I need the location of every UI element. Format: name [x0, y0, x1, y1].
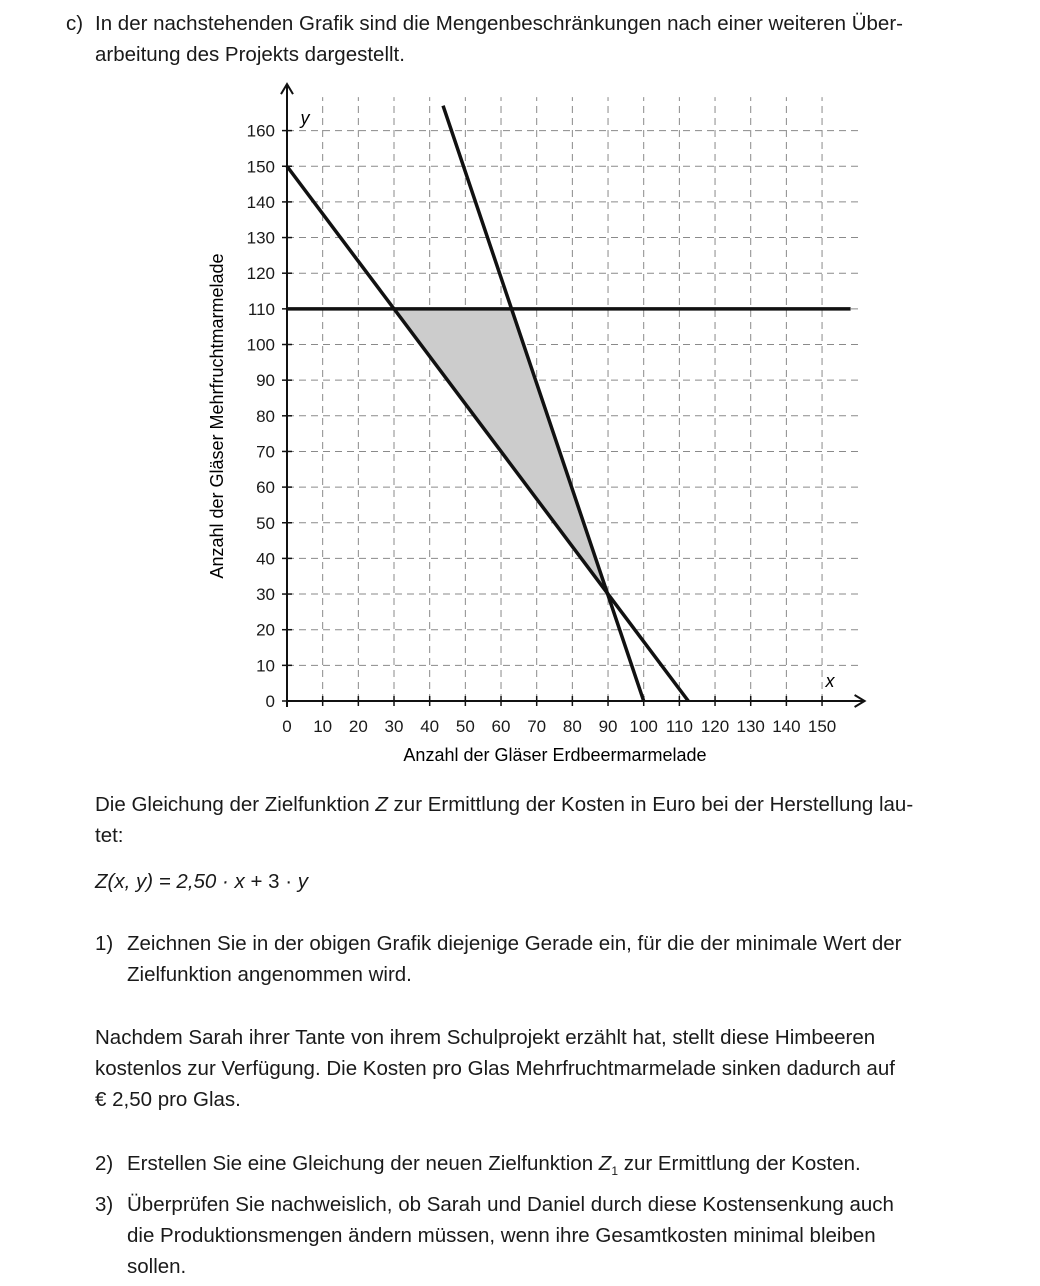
item-3-line-1: Überprüfen Sie nachweislich, ob Sarah und Daniel durch diese Kostensenkung auch: [127, 1193, 894, 1216]
y-tick-label-100: 100: [246, 335, 275, 355]
zielfunktion-line-1b: zur Ermittlung der Kosten in Euro bei der Herstellung lau-: [387, 793, 914, 816]
item-2-subscript: 1: [611, 1164, 619, 1179]
y-tick-label-10: 10: [256, 656, 275, 676]
x-tick-label-80: 80: [562, 717, 582, 736]
zielfunktion-text: [95, 789, 995, 851]
x-axis-symbol: x: [825, 671, 835, 691]
formula-lhs: Z(x, y) = 2,50 ·: [95, 870, 235, 893]
y-tick-label-0: 0: [265, 692, 275, 711]
item-1-text: [127, 928, 997, 990]
formula-mid: + 3 ·: [244, 870, 298, 893]
x-tick-label-90: 90: [598, 717, 618, 736]
x-tick-label-20: 20: [348, 717, 368, 736]
y-tick-label-80: 80: [256, 406, 275, 426]
x-axis-label: Anzahl der Gläser Erdbeermarmelade: [403, 745, 707, 765]
x-tick-label-30: 30: [384, 717, 404, 736]
y-tick-label-150: 150: [246, 157, 275, 177]
tante-line-3: € 2,50 pro Glas.: [95, 1088, 241, 1111]
y-tick-label-40: 40: [256, 549, 275, 569]
item-3-line-3: sollen.: [127, 1255, 187, 1278]
x-tick-label-40: 40: [420, 717, 440, 736]
intro-line-2: arbeitung des Projekts dargestellt.: [95, 43, 405, 66]
item-2-line-1b: zur Ermittlung der Kosten.: [618, 1152, 861, 1175]
item-1-line-2: Zielfunktion angenommen wird.: [127, 963, 412, 986]
x-tick-label-10: 10: [313, 717, 333, 736]
y-tick-label-130: 130: [246, 228, 275, 248]
y-axis-label: Anzahl der Gläser Mehrfruchtmarmelade: [207, 253, 227, 579]
zielfunktion-formula: [95, 866, 308, 897]
intro-line-1: In der nachstehenden Grafik sind die Mengenbeschränkungen nach einer weiteren Über-: [95, 12, 903, 35]
x-tick-label-130: 130: [736, 717, 765, 736]
y-tick-label-140: 140: [246, 192, 275, 212]
x-tick-label-70: 70: [527, 717, 547, 736]
x-tick-label-150: 150: [807, 717, 837, 736]
y-tick-label-60: 60: [256, 478, 275, 498]
item-2-text: [127, 1148, 997, 1187]
tante-text: [95, 1022, 995, 1115]
tante-line-2: kostenlos zur Verfügung. Die Kosten pro Glas Mehrfruchtmarmelade sinken dadurch auf: [95, 1057, 895, 1080]
item-2-number: 2): [95, 1152, 114, 1175]
y-tick-label-160: 160: [246, 121, 275, 141]
task-label: c): [66, 12, 84, 35]
y-tick-label-120: 120: [246, 264, 275, 284]
item-2-symbol: Z: [598, 1152, 612, 1175]
x-tick-label-100: 100: [629, 717, 658, 736]
zielfunktion-symbol: Z: [375, 793, 388, 816]
zielfunktion-line-1: [95, 789, 995, 820]
x-tick-label-120: 120: [700, 717, 730, 736]
tante-line-1: Nachdem Sarah ihrer Tante von ihrem Schulprojekt erzählt hat, stellt diese Himbeeren: [95, 1026, 876, 1049]
item-2-line-1a: Erstellen Sie eine Gleichung der neuen Zielfunktion: [127, 1152, 599, 1175]
y-tick-label-70: 70: [256, 442, 275, 462]
chart-grid: [287, 97, 861, 701]
zielfunktion-line-2: tet:: [95, 824, 124, 847]
y-tick-label-50: 50: [256, 513, 275, 533]
y-tick-label-90: 90: [256, 371, 275, 391]
x-tick-label-0: 0: [282, 717, 292, 736]
formula-x: x: [234, 870, 245, 893]
y-tick-label-30: 30: [256, 585, 275, 605]
x-tick-label-140: 140: [772, 717, 801, 736]
x-tick-label-60: 60: [491, 717, 511, 736]
item-3-line-2: die Produktionsmengen ändern müssen, wenn ihre Gesamtkosten minimal bleiben: [127, 1224, 876, 1247]
item-3-text: [127, 1189, 997, 1282]
y-tick-label-20: 20: [256, 620, 275, 640]
x-tick-label-110: 110: [665, 717, 693, 736]
item-1-line-1: Zeichnen Sie in der obigen Grafik diejenige Gerade ein, für die der minimale Wert der: [127, 932, 902, 955]
zielfunktion-line-1a: Die Gleichung der Zielfunktion: [95, 793, 376, 816]
constraint-lines: [287, 106, 851, 701]
x-tick-label-50: 50: [455, 717, 475, 736]
y-tick-label-110: 110: [247, 299, 275, 319]
item-1-number: 1): [95, 932, 114, 955]
formula-y: y: [297, 870, 309, 893]
constraint-line-1: [287, 166, 688, 701]
y-axis-symbol: y: [300, 108, 310, 128]
item-3-number: 3): [95, 1193, 114, 1216]
